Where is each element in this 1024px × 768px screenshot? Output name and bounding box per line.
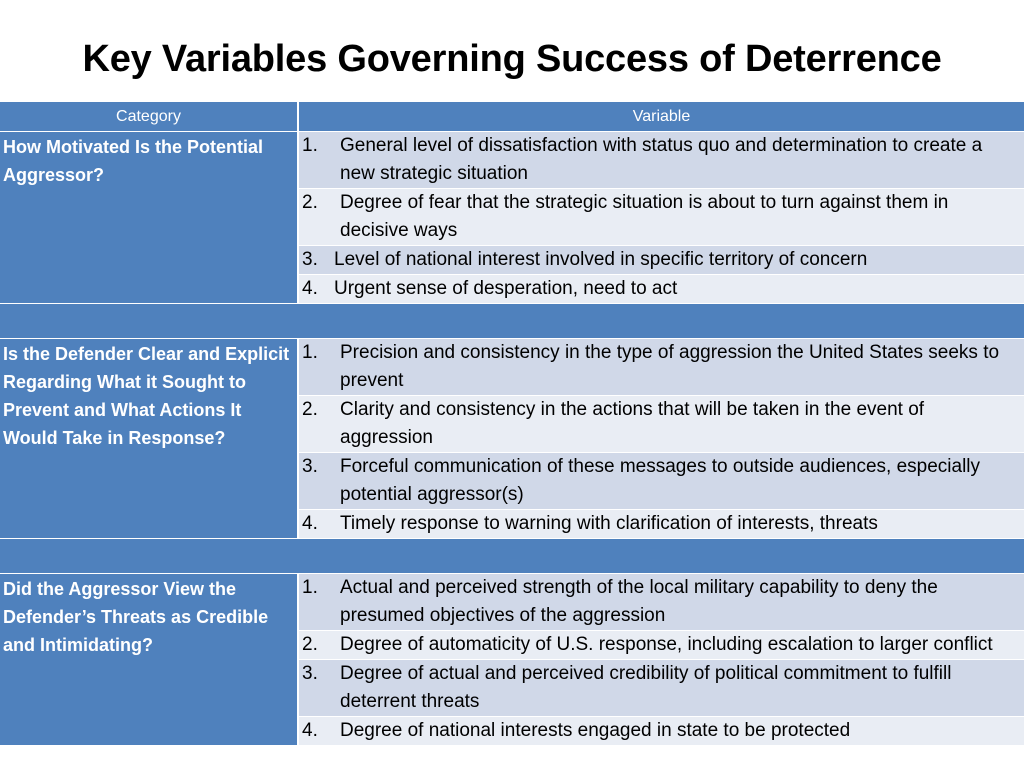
category-cell: Did the Aggressor View the Defender’s Threats as Credible and Intimidating? [0,574,298,746]
table-header-row [0,102,1024,132]
divider-cell [0,539,1024,574]
variable-cell [298,275,1024,304]
variable-cell [298,453,1024,510]
item-text: General level of dissatisfaction with status quo and determination to create a new strategic situation [340,135,983,184]
header-category: Category [0,102,298,132]
item-number: 4. [302,720,318,741]
variable-cell [298,717,1024,746]
item-number: 1. [302,577,318,598]
item-number: 4. [302,513,318,534]
table-row [0,574,1024,631]
item-number: 1. [302,135,318,156]
category-cell: Is the Defender Clear and Explicit Regarding What it Sought to Prevent and What Actions It Would Take in Response? [0,339,298,539]
item-text: Degree of national interests engaged in state to be protected [340,720,851,741]
table-row [0,339,1024,396]
table-row [0,132,1024,189]
variable-cell [298,189,1024,246]
item-text: Urgent sense of desperation, need to act [334,278,678,299]
variable-cell [298,396,1024,453]
divider-cell [0,304,1024,339]
item-number: 3. [302,249,318,270]
item-number: 2. [302,634,318,655]
item-number: 2. [302,399,318,420]
item-text: Actual and perceived strength of the local military capability to deny the presumed objectives of the aggression [340,577,938,626]
item-text: Degree of fear that the strategic situation is about to turn against them in decisive ways [340,192,949,241]
item-number: 3. [302,456,318,477]
variable-cell [298,510,1024,539]
variable-cell [298,339,1024,396]
slide-title: Key Variables Governing Success of Deterrence [82,38,942,80]
item-text: Timely response to warning with clarification of interests, threats [340,513,878,534]
variable-cell [298,574,1024,631]
category-cell: How Motivated Is the Potential Aggressor? [0,132,298,304]
item-text: Forceful communication of these messages to outside audiences, especially potential aggressor(s) [340,456,981,505]
group-divider-row [0,539,1024,574]
variable-cell [298,660,1024,717]
item-number: 2. [302,192,318,213]
header-variable: Variable [298,102,1024,132]
variable-cell [298,132,1024,189]
item-text: Clarity and consistency in the actions that will be taken in the event of aggression [340,399,925,448]
item-number: 4. [302,278,318,299]
item-text: Degree of actual and perceived credibility of political commitment to fulfill deterrent threats [340,663,952,712]
variable-cell [298,631,1024,660]
item-text: Degree of automaticity of U.S. response, including escalation to larger conflict [340,634,993,655]
item-number: 3. [302,663,318,684]
item-text: Level of national interest involved in specific territory of concern [334,249,868,270]
item-number: 1. [302,342,318,363]
item-text: Precision and consistency in the type of aggression the United States seeks to prevent [340,342,1000,391]
deterrence-variables-table [0,102,1024,746]
variable-cell [298,246,1024,275]
group-divider-row [0,304,1024,339]
